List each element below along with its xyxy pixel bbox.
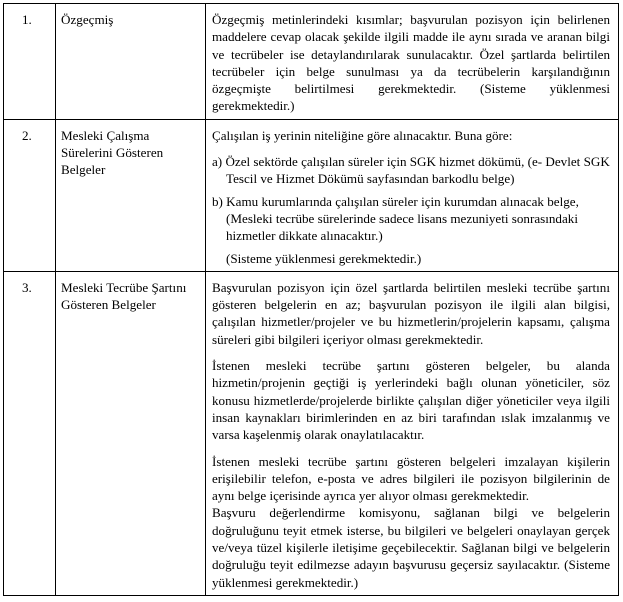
row-title: Mesleki Tecrübe Şartını Gösteren Belgeler [56, 271, 206, 595]
table-row [4, 119, 619, 271]
row-body [206, 119, 619, 271]
requirements-table [3, 3, 619, 596]
paragraph: Başvurulan pozisyon için özel şartlarda belirtilen mesleki tecrübe şartını gösteren belgelerin en az; başvurulan pozisyon ile ilgili alan bilgisi, çalışılan hizmetler/projeler ve bu hizmetlerin/projelerin kapsamı, çalışma süreleri gibi bilgileri içeriyor olması gerekmektedir. [212, 279, 610, 347]
row-body-text: Özgeçmiş metinlerindeki kısımlar; başvurulan pozisyon için belirlenen maddelere cevap olacak şekilde ilgili madde ile aynı sırada ve aranan bilgi ve tecrübeler ise detaylandırılarak sunulacaktır. Özel şartlarda belirtilen tecrübeler için belge sunulması ya da tecrübelerin karşılandığının özgeçmişte belirtilmesi gerekmektedir. (Sisteme yüklenmesi gerekmektedir.) [212, 12, 610, 114]
row-title: Özgeçmiş [56, 4, 206, 120]
row-intro: Çalışılan iş yerinin niteliğine göre alınacaktır. Buna göre: [212, 127, 513, 143]
upload-note: (Sisteme yüklenmesi gerekmektedir.) [226, 250, 422, 266]
paragraph: İstenen mesleki tecrübe şartını gösteren belgeleri imzalayan kişilerin erişilebilir telefon, e-posta ve adres bilgileri ile pozisyon bilgilerinin de aynı belge içerisinde ayrıca yer alıyor olması gerekmektedir. [212, 453, 610, 504]
row-number: 2. [4, 119, 56, 271]
row-body [206, 4, 619, 120]
row-title: Mesleki Çalışma Sürelerini Gösteren Belgeler [56, 119, 206, 271]
row-number: 1. [4, 4, 56, 120]
table-row [4, 4, 619, 120]
paragraph: İstenen mesleki tecrübe şartını gösteren belgeler, bu alanda hizmetin/projenin geçtiği iş yerlerindeki bağlı olunan yöneticiler, söz konusu hizmetlerde/projelerde birlikte çalışılan diğer yöneticiler veya ilgili insan kaynakları birimlerinden en az biri tarafından ıslak imzalanmış ve varsa kaşelenmiş olarak onaylatılacaktır. [212, 358, 610, 443]
paragraph: Başvuru değerlendirme komisyonu, sağlanan bilgi ve belgelerin doğruluğunu teyit etmek isterse, bu bilgileri ve belgeleri onaylayan gerçek ve/veya tüzel kişilerle iletişime geçebilecektir. Sağlanan bilgi ve belgelerin doğruluğu teyit edilmezse adayın başvurusu geçersiz sayılacaktır. (Sisteme yüklenmesi gerekmektedir.) [212, 505, 610, 590]
row-number: 3. [4, 271, 56, 595]
list-item-a: a) Özel sektörde çalışılan süreler için SGK hizmet dökümü, (e- Devlet SGK Tescil ve Hizmet Dökümü sayfasından barkodlu belge) [212, 154, 610, 187]
list-item-b: b) Kamu kurumlarında çalışılan süreler için kurumdan alınacak belge, (Mesleki tecrübe sürelerinde sadece lisans mezuniyeti sonrasındaki hizmetler dikkate alınacaktır.) [212, 193, 579, 244]
table-row [4, 271, 619, 595]
row-body [206, 271, 619, 595]
